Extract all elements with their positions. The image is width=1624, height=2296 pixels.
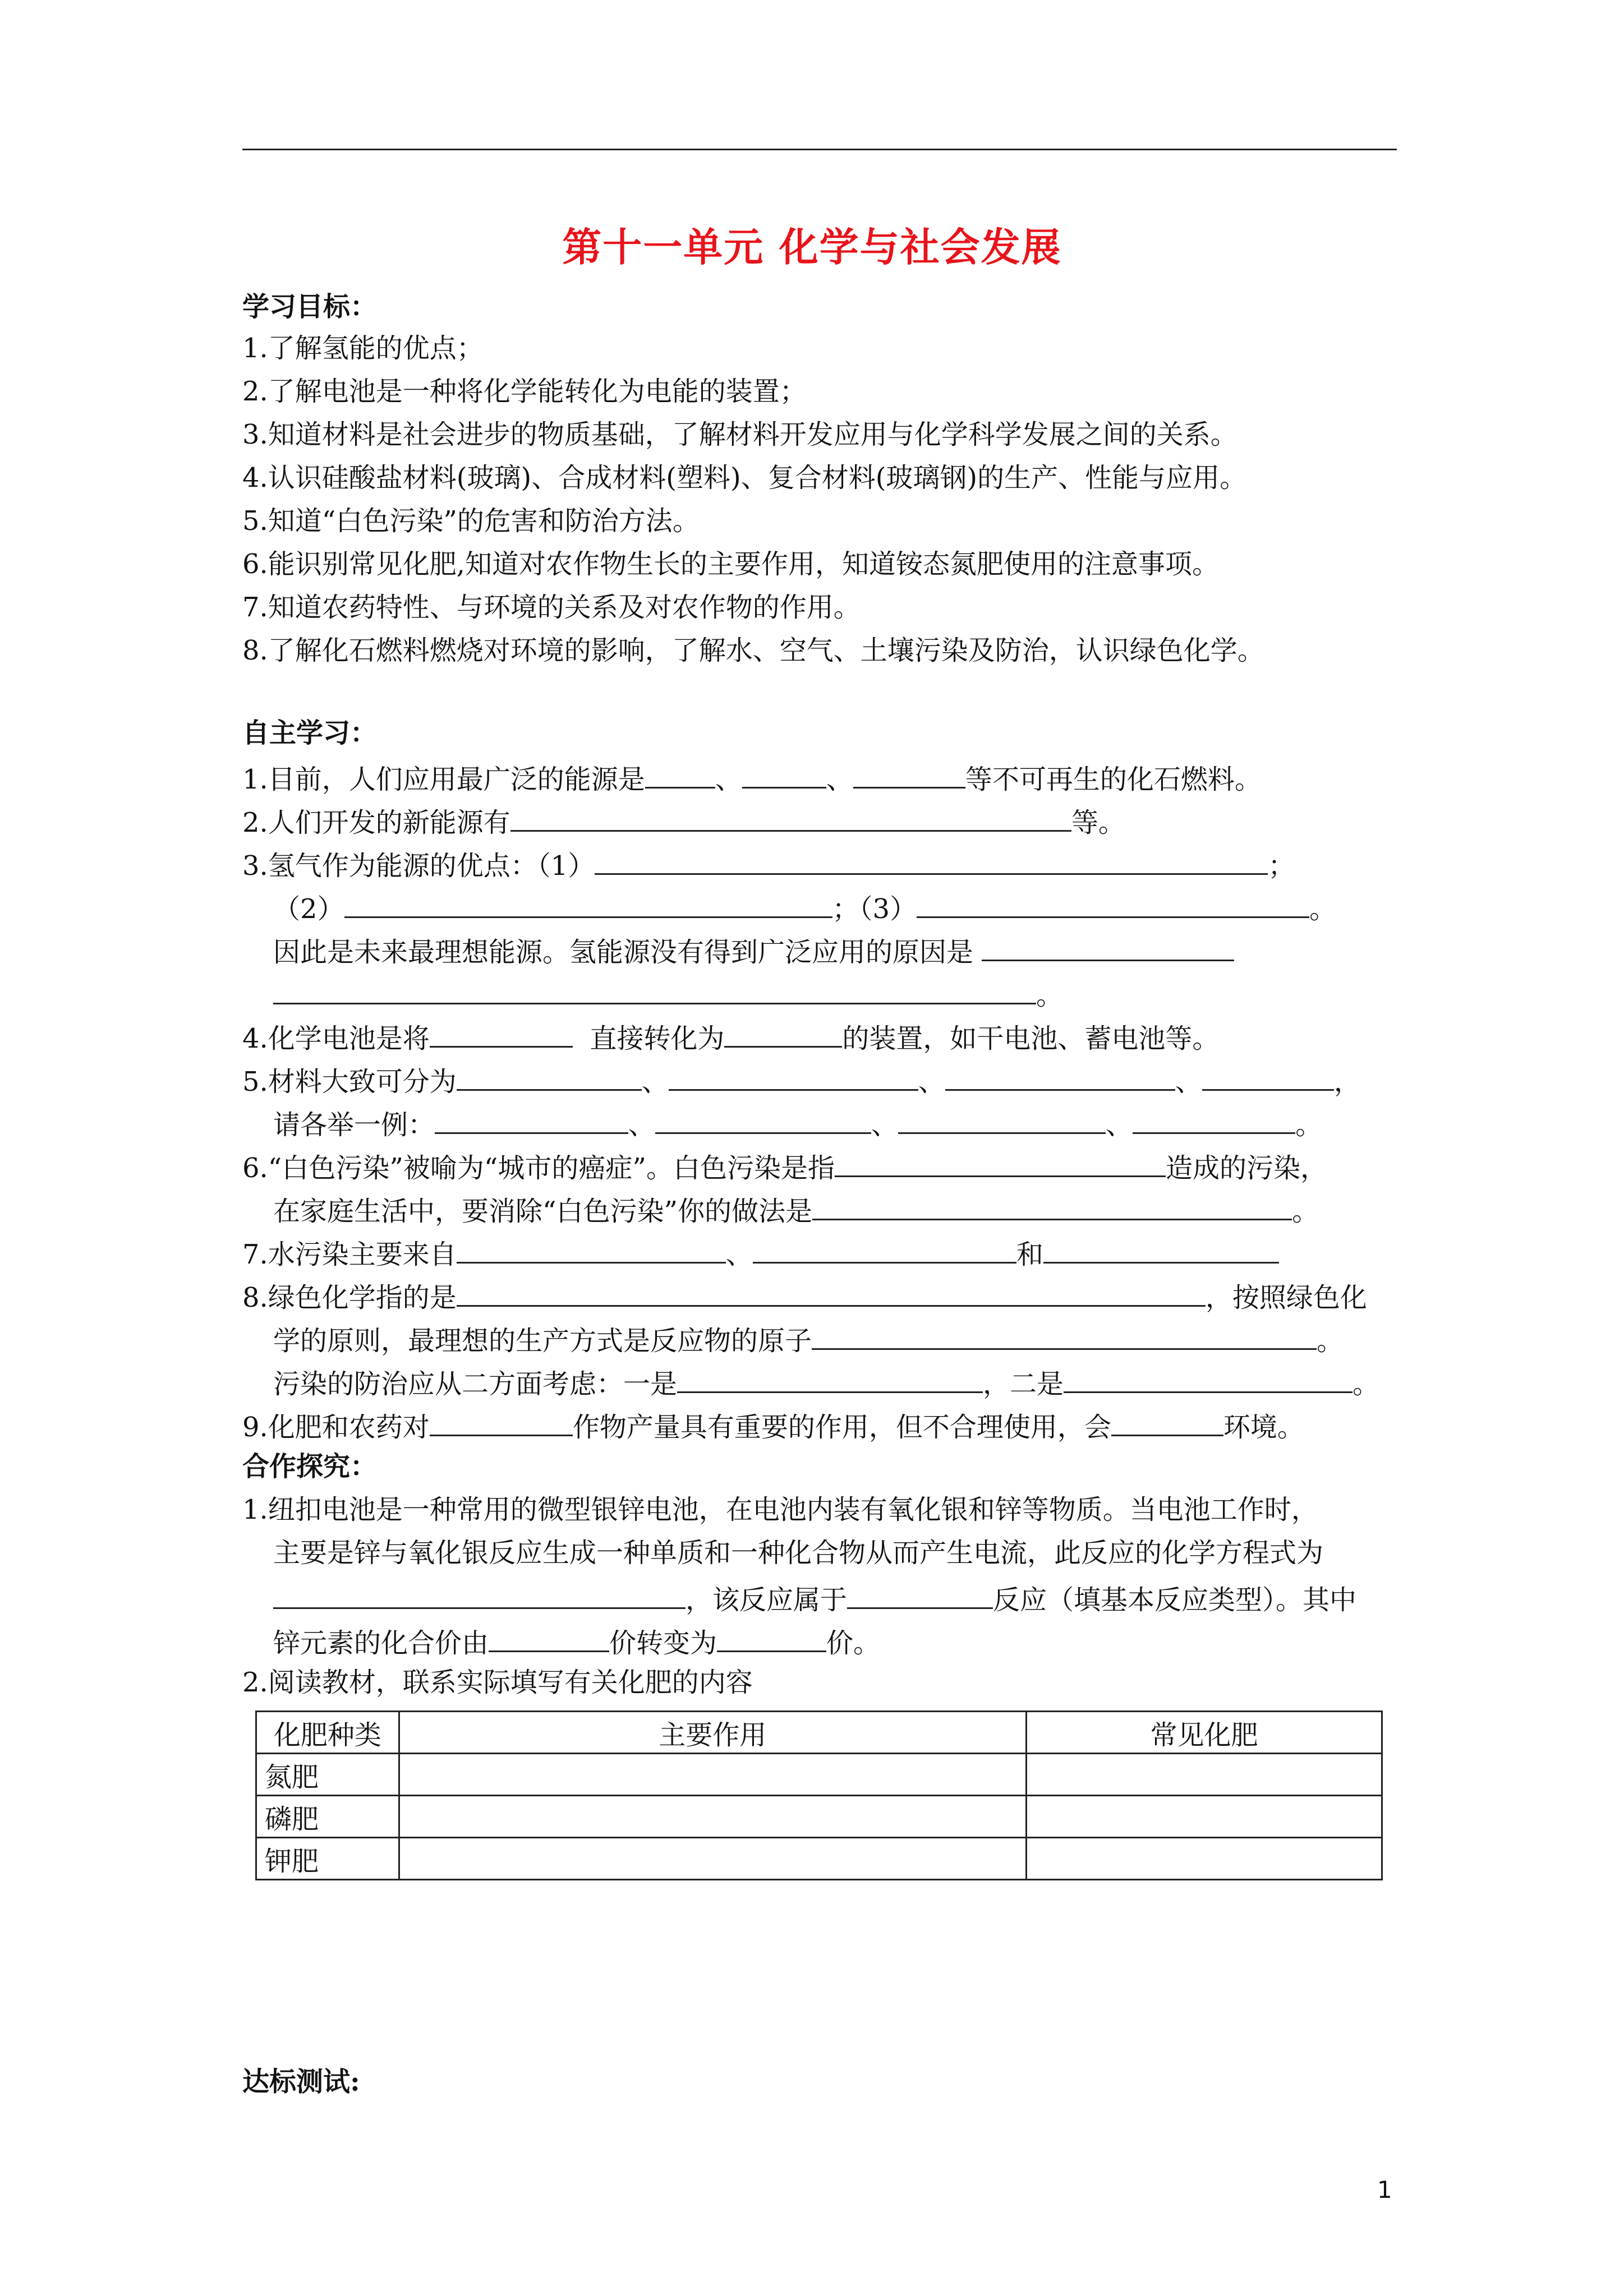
- objective-4: 4.认识硅酸盐材料(玻璃)、合成材料(塑料)、复合材料(玻璃钢)的生产、性能与应用。: [242, 462, 1247, 494]
- q6-tail: 造成的污染，: [1165, 1152, 1327, 1184]
- self-study-heading: 自主学习：: [242, 717, 378, 749]
- self-study-q3b: [273, 888, 1336, 926]
- q7-sep-1: 、: [725, 1239, 753, 1270]
- q7-blank-3[interactable]: [1043, 1234, 1279, 1264]
- cell-nitrogen-examples[interactable]: [1026, 1754, 1382, 1796]
- row-label-nitrogen: 氮肥: [256, 1754, 399, 1796]
- self-study-q3: [242, 845, 1295, 883]
- cell-nitrogen-function[interactable]: [399, 1754, 1026, 1796]
- self-study-q6b: [273, 1191, 1319, 1228]
- q9-mid: 作物产量具有重要的作用，但不合理使用，会: [572, 1412, 1111, 1443]
- q4-blank-1[interactable]: [430, 1018, 573, 1048]
- q5-example-1[interactable]: [435, 1104, 628, 1134]
- q3d-tail: 。: [1036, 980, 1064, 1011]
- q4-tail: 的装置，如干电池、蓄电池等。: [842, 1023, 1220, 1054]
- q8b-text: 学的原则，最理想的生产方式是反应物的原子: [273, 1325, 812, 1357]
- q9-text: 9.化肥和农药对: [242, 1412, 430, 1443]
- q3-reason-blank[interactable]: [982, 932, 1234, 961]
- q9-blank-2[interactable]: [1111, 1407, 1223, 1436]
- q6b-text: 在家庭生活中，要消除“白色污染”你的做法是: [273, 1196, 813, 1227]
- q1d-mid: 价转变为: [609, 1628, 717, 1659]
- q5b-tail: 。: [1295, 1109, 1323, 1141]
- q1c-mid: ，该反应属于: [686, 1584, 848, 1616]
- q5b-sep-1: 、: [628, 1109, 656, 1141]
- cell-phosphorus-examples[interactable]: [1026, 1796, 1382, 1838]
- objective-2: 2.了解电池是一种将化学能转化为电能的装置；: [242, 376, 807, 407]
- q5-sep-3: 、: [1175, 1066, 1202, 1098]
- valence-to-blank[interactable]: [717, 1622, 826, 1652]
- q1-sep-1: 、: [715, 764, 742, 795]
- q3b-tail: 。: [1309, 893, 1337, 925]
- q8c-tail: 。: [1352, 1368, 1380, 1400]
- q3-text: 3.氢气作为能源的优点：（1）: [242, 850, 595, 882]
- header-common-fertilizers: 常见化肥: [1026, 1712, 1382, 1754]
- q8-blank-4[interactable]: [1064, 1363, 1352, 1393]
- q3b-label-3: ；（3）: [832, 893, 917, 925]
- q6b-tail: 。: [1292, 1196, 1319, 1227]
- q6-blank-1[interactable]: [835, 1147, 1166, 1177]
- self-study-q8: [242, 1277, 1367, 1315]
- objective-7: 7.知道农药特性、与环境的关系及对农作物的作用。: [242, 592, 861, 623]
- table-row: [256, 1838, 1382, 1880]
- self-study-q3d: [273, 975, 1063, 1012]
- self-study-q9: [242, 1407, 1304, 1444]
- q5-blank-3[interactable]: [945, 1061, 1175, 1091]
- cooperation-q1d: [273, 1622, 880, 1660]
- q5-tail: ，: [1333, 1066, 1361, 1098]
- q7-blank-2[interactable]: [753, 1234, 1016, 1264]
- q8c-text: 污染的防治应从二方面考虑：一是: [273, 1368, 678, 1400]
- self-study-q7: [242, 1234, 1279, 1271]
- q7-sep-2: 和: [1016, 1239, 1043, 1270]
- q5b-sep-2: 、: [871, 1109, 899, 1141]
- q6-blank-2[interactable]: [812, 1191, 1292, 1220]
- q5-example-3[interactable]: [898, 1104, 1106, 1134]
- header-main-function: 主要作用: [399, 1712, 1026, 1754]
- q8-blank-3[interactable]: [677, 1363, 983, 1393]
- objective-5: 5.知道“白色污染”的危害和防治方法。: [242, 505, 700, 537]
- q3-blank-2[interactable]: [344, 888, 832, 918]
- self-study-q3c: [273, 932, 1234, 969]
- row-label-potassium: 钾肥: [256, 1838, 399, 1880]
- q8c-mid: ，二是: [983, 1368, 1064, 1400]
- q9-tail: 环境。: [1223, 1412, 1304, 1443]
- objective-6: 6.能识别常见化肥,知道对农作物生长的主要作用，知道铵态氮肥使用的注意事项。: [242, 548, 1220, 580]
- objective-8: 8.了解化石燃料燃烧对环境的影响，了解水、空气、土壤污染及防治，认识绿色化学。: [242, 635, 1264, 666]
- q5b-sep-3: 、: [1106, 1109, 1133, 1141]
- q3-blank-1[interactable]: [595, 845, 1268, 875]
- equation-blank[interactable]: [273, 1579, 686, 1609]
- q4-text: 4.化学电池是将: [242, 1023, 430, 1054]
- q6-text: 6.“白色污染”被喻为“城市的癌症”。白色污染是指: [242, 1152, 835, 1184]
- cooperation-q1a: 1.纽扣电池是一种常用的微型银锌电池，在电池内装有氧化银和锌等物质。当电池工作时，: [242, 1494, 1318, 1525]
- q1-blank-1[interactable]: [645, 759, 715, 789]
- q3-reason-blank-2[interactable]: [273, 975, 1036, 1004]
- q1-tail: 等不可再生的化石燃料。: [965, 764, 1262, 795]
- valence-from-blank[interactable]: [489, 1622, 609, 1652]
- q5-blank-4[interactable]: [1202, 1061, 1334, 1091]
- q1-blank-3[interactable]: [853, 759, 965, 789]
- q3c-text: 因此是未来最理想能源。氢能源没有得到广泛应用的原因是: [273, 937, 974, 968]
- q8-blank-2[interactable]: [812, 1320, 1317, 1350]
- header-rule: [242, 149, 1397, 150]
- q3b-label-2: （2）: [273, 893, 344, 925]
- table-row: [256, 1754, 1382, 1796]
- header-fertilizer-type: 化肥种类: [256, 1712, 399, 1754]
- cell-potassium-examples[interactable]: [1026, 1838, 1382, 1880]
- test-heading: 达标测试:: [242, 2066, 360, 2097]
- q1-sep-2: 、: [826, 764, 853, 795]
- objectives-heading: 学习目标：: [242, 291, 378, 322]
- cooperation-q1b: 主要是锌与氧化银反应生成一种单质和一种化合物从而产生电流，此反应的化学方程式为: [273, 1537, 1324, 1569]
- q5-example-2[interactable]: [655, 1104, 871, 1134]
- q3-tail: ；: [1268, 850, 1295, 882]
- self-study-q8b: [273, 1320, 1344, 1358]
- q1-text: 1.目前，人们应用最广泛的能源是: [242, 764, 645, 795]
- table-header-row: [256, 1712, 1382, 1754]
- self-study-q6: [242, 1147, 1327, 1185]
- cooperation-heading: 合作探究：: [242, 1451, 378, 1482]
- q7-blank-1[interactable]: [457, 1234, 726, 1264]
- q5-blank-1[interactable]: [457, 1061, 642, 1091]
- self-study-q5b: [273, 1104, 1322, 1142]
- q8b-tail: 。: [1317, 1325, 1344, 1357]
- cell-phosphorus-function[interactable]: [399, 1796, 1026, 1838]
- cooperation-q1c: [273, 1579, 1356, 1617]
- q5b-text: 请各举一例：: [273, 1109, 435, 1141]
- q5-sep-2: 、: [918, 1066, 945, 1098]
- q8-text: 8.绿色化学指的是: [242, 1282, 457, 1313]
- q8-blank-1[interactable]: [457, 1277, 1206, 1307]
- q5-sep-1: 、: [641, 1066, 669, 1098]
- q5-example-4[interactable]: [1133, 1104, 1295, 1134]
- reaction-type-blank[interactable]: [847, 1579, 993, 1609]
- row-label-phosphorus: 磷肥: [256, 1796, 399, 1838]
- self-study-q2: [242, 802, 1125, 840]
- fertilizer-table: [255, 1711, 1383, 1880]
- q2-blank[interactable]: [510, 802, 1071, 832]
- q3-blank-3[interactable]: [917, 888, 1309, 918]
- page-title: 第十一单元 化学与社会发展: [562, 224, 1062, 270]
- q1d-tail: 价。: [826, 1628, 881, 1659]
- table-row: [256, 1796, 1382, 1838]
- q8-tail: ，按照绿色化: [1205, 1282, 1367, 1313]
- self-study-q4: [242, 1018, 1219, 1055]
- q4-mid: 直接转化为: [590, 1023, 725, 1054]
- q4-blank-2[interactable]: [724, 1018, 842, 1048]
- self-study-q5: [242, 1061, 1361, 1099]
- objective-1: 1.了解氢能的优点；: [242, 333, 484, 364]
- q1d-text: 锌元素的化合价由: [273, 1628, 489, 1659]
- self-study-q8c: [273, 1363, 1379, 1401]
- q5-blank-2[interactable]: [669, 1061, 918, 1091]
- q1-blank-2[interactable]: [742, 759, 826, 789]
- page-number: 1: [1377, 2176, 1392, 2203]
- q5-text: 5.材料大致可分为: [242, 1066, 457, 1098]
- q2-text: 2.人们开发的新能源有: [242, 807, 510, 838]
- cooperation-q2: 2.阅读教材，联系实际填写有关化肥的内容: [242, 1667, 753, 1698]
- q1c-tail: 反应（填基本反应类型）。其中: [993, 1584, 1357, 1616]
- cell-potassium-function[interactable]: [399, 1838, 1026, 1880]
- q2-tail: 等。: [1071, 807, 1125, 838]
- q7-text: 7.水污染主要来自: [242, 1239, 457, 1270]
- objective-3: 3.知道材料是社会进步的物质基础，了解材料开发应用与化学科学发展之间的关系。: [242, 419, 1237, 450]
- q9-blank-1[interactable]: [430, 1407, 573, 1436]
- self-study-q1: [242, 759, 1262, 796]
